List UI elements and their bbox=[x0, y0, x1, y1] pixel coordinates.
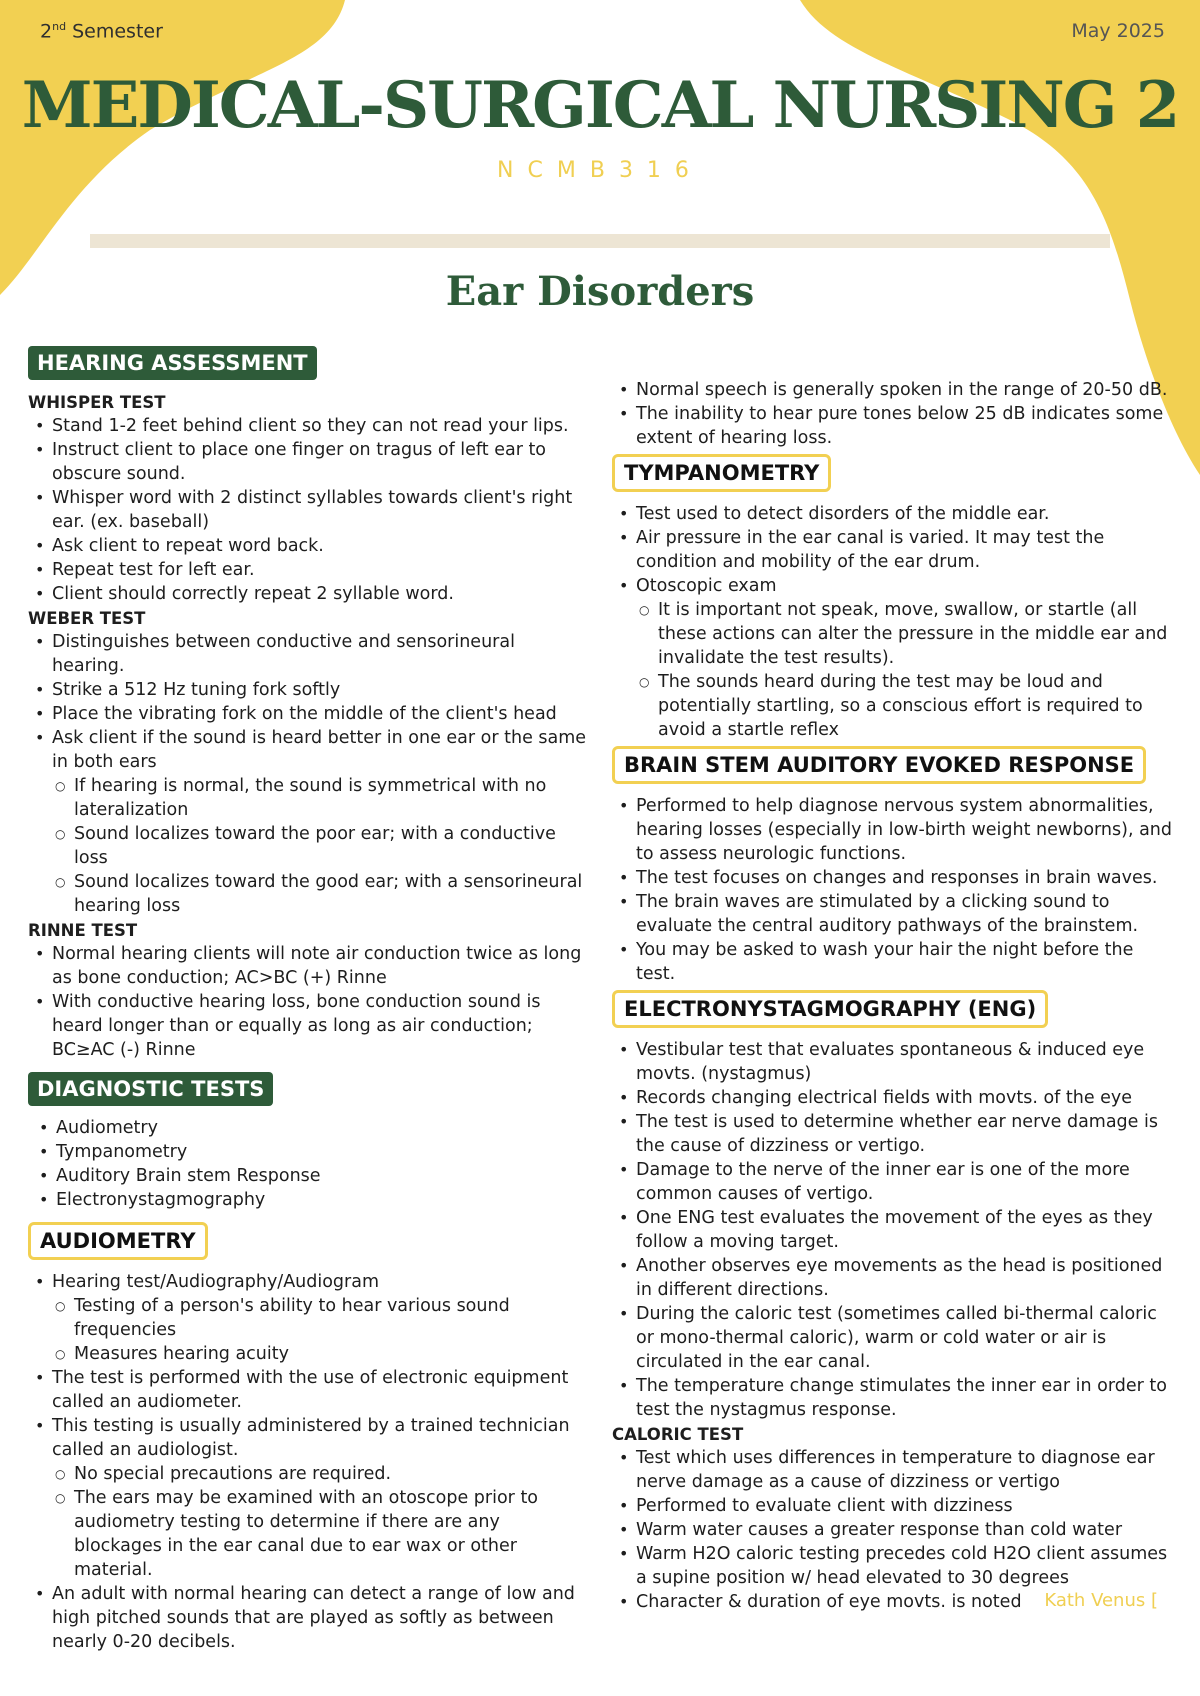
list-item: • Stand 1-2 feet behind client so they can not read your lips. bbox=[52, 414, 590, 438]
list-item: • The temperature change stimulates the inner ear in order to test the nystagmus response. bbox=[636, 1374, 1172, 1422]
list-item: • Another observes eye movements as the head is positioned in different directions. bbox=[636, 1254, 1172, 1302]
section-heading-eng: ELECTRONYSTAGMOGRAPHY (ENG) bbox=[612, 990, 1048, 1028]
list-item: • Auditory Brain stem Response bbox=[56, 1164, 590, 1188]
header-divider bbox=[90, 234, 1110, 248]
section-heading-diagnostic-tests: DIAGNOSTIC TESTS bbox=[28, 1072, 273, 1106]
list-item: • Repeat test for left ear. bbox=[52, 558, 590, 582]
rinne-test-title: RINNE TEST bbox=[28, 921, 138, 940]
sublist-item: ○ Sound localizes toward the poor ear; with a conductive loss bbox=[74, 822, 590, 870]
sublist-item: ○ Sound localizes toward the good ear; with a sensorineural hearing loss bbox=[74, 870, 590, 918]
list-item: • Audiometry bbox=[56, 1116, 590, 1140]
list-item: • Test used to detect disorders of the middle ear. bbox=[636, 502, 1172, 526]
list-item: • Character & duration of eye movts. is noted bbox=[636, 1590, 1172, 1614]
list-item: • Warm water causes a greater response than cold water bbox=[636, 1518, 1172, 1542]
sublist-item: ○ If hearing is normal, the sound is symmetrical with no lateralization bbox=[74, 774, 590, 822]
list-item: • Instruct client to place one finger on tragus of left ear to obscure sound. bbox=[52, 438, 590, 486]
audiometry-sublist bbox=[52, 1462, 590, 1582]
section-heading-audiometry: AUDIOMETRY bbox=[28, 1222, 208, 1260]
list-item: • Damage to the nerve of the inner ear is one of the more common causes of vertigo. bbox=[636, 1158, 1172, 1206]
sublist-item: ○ The ears may be examined with an otoscope prior to audiometry testing to determine if there are any blockages in the ear canal due to ear wax or other material. bbox=[74, 1486, 590, 1582]
list-item: • Records changing electrical fields with movts. of the eye bbox=[636, 1086, 1172, 1110]
section-heading-hearing-assessment: HEARING ASSESSMENT bbox=[28, 346, 317, 380]
weber-test-list bbox=[28, 630, 590, 918]
list-item: • Ask client to repeat word back. bbox=[52, 534, 590, 558]
list-item: • Air pressure in the ear canal is varied. It may test the condition and mobility of the ear drum. bbox=[636, 526, 1172, 574]
sublist-item: ○ Testing of a person's ability to hear various sound frequencies bbox=[74, 1294, 590, 1342]
list-item: • An adult with normal hearing can detect a range of low and high pitched sounds that are played as softly as between nearly 0-20 decibels. bbox=[52, 1582, 590, 1654]
list-item: • The inability to hear pure tones below 25 dB indicates some extent of hearing loss. bbox=[636, 402, 1172, 450]
decorative-blob-top-left bbox=[0, 0, 360, 300]
tympanometry-sublist bbox=[636, 598, 1172, 742]
list-item: • Vestibular test that evaluates spontaneous & induced eye movts. (nystagmus) bbox=[636, 1038, 1172, 1086]
course-title: MEDICAL-SURGICAL NURSING 2 bbox=[21, 68, 1179, 143]
list-item: • Distinguishes between conductive and sensorineural hearing. bbox=[52, 630, 590, 678]
list-item: • Performed to evaluate client with dizziness bbox=[636, 1494, 1172, 1518]
list-item: • Warm H2O caloric testing precedes cold H2O client assumes a supine position w/ head elevated to 30 degrees bbox=[636, 1542, 1172, 1590]
left-column bbox=[28, 342, 590, 1654]
list-item: • With conductive hearing loss, bone conduction sound is heard longer than or equally as long as air conduction; BC≥AC (-) Rinne bbox=[52, 990, 590, 1062]
list-item: • The test is performed with the use of electronic equipment called an audiometer. bbox=[52, 1366, 590, 1414]
sublist-item: ○ No special precautions are required. bbox=[74, 1462, 590, 1486]
list-item: • Strike a 512 Hz tuning fork softly bbox=[52, 678, 590, 702]
list-item: • This testing is usually administered by a trained technician called an audiologist. ○ No special precautions are required. ○ The ears may be examined with an otoscope prior to audiometry testing to determine if there are any blockages in the ear canal due to ear wax or other material. bbox=[52, 1414, 590, 1582]
whisper-test-title: WHISPER TEST bbox=[28, 393, 166, 412]
list-item: • During the caloric test (sometimes called bi-thermal caloric or mono-thermal caloric), warm or cold water or air is circulated in the ear canal. bbox=[636, 1302, 1172, 1374]
list-item: • Otoscopic exam ○ It is important not speak, move, swallow, or startle (all these actions can alter the pressure in the middle ear and invalidate the test results). ○ The sounds heard during the test may be loud and potentially startling, so a conscious effort is required to avoid a startle reflex bbox=[636, 574, 1172, 742]
course-code: NCMB316 bbox=[497, 158, 703, 183]
diagnostic-tests-list bbox=[28, 1116, 590, 1212]
list-item: • The brain waves are stimulated by a clicking sound to evaluate the central auditory pathways of the brainstem. bbox=[636, 890, 1172, 938]
eng-list bbox=[612, 1038, 1172, 1422]
tympanometry-list bbox=[612, 502, 1172, 742]
weber-sublist bbox=[52, 774, 590, 918]
weber-test-title: WEBER TEST bbox=[28, 609, 146, 628]
audiometry-sublist bbox=[52, 1294, 590, 1366]
page-title: Ear Disorders bbox=[445, 268, 755, 315]
semester-label: 2nd Semester bbox=[40, 20, 163, 43]
audiometry-continued-list bbox=[612, 378, 1172, 450]
list-item: • Ask client if the sound is heard better in one ear or the same in both ears ○ If hearing is normal, the sound is symmetrical with no lateralization ○ Sound localizes toward the poor ear; with a conductive loss ○ Sound localizes toward the good ear; with a sensorineural hearing loss bbox=[52, 726, 590, 918]
author-credit: Kath Venus [ bbox=[1044, 1590, 1158, 1611]
list-item: • Performed to help diagnose nervous system abnormalities, hearing losses (especially in low-birth weight newborns), and to assess neurologic functions. bbox=[636, 794, 1172, 866]
right-column bbox=[612, 378, 1172, 1614]
baer-list bbox=[612, 794, 1172, 986]
list-item: • Client should correctly repeat 2 syllable word. bbox=[52, 582, 590, 606]
list-item: • Place the vibrating fork on the middle of the client's head bbox=[52, 702, 590, 726]
rinne-test-list bbox=[28, 942, 590, 1062]
section-heading-baer: BRAIN STEM AUDITORY EVOKED RESPONSE bbox=[612, 746, 1146, 784]
list-item: • You may be asked to wash your hair the night before the test. bbox=[636, 938, 1172, 986]
whisper-test-list bbox=[28, 414, 590, 606]
sublist-item: ○ The sounds heard during the test may be loud and potentially startling, so a conscious effort is required to avoid a startle reflex bbox=[658, 670, 1172, 742]
list-item: • One ENG test evaluates the movement of the eyes as they follow a moving target. bbox=[636, 1206, 1172, 1254]
caloric-test-title: CALORIC TEST bbox=[612, 1425, 744, 1444]
list-item: • Whisper word with 2 distinct syllables towards client's right ear. (ex. baseball) bbox=[52, 486, 590, 534]
caloric-test-list bbox=[612, 1446, 1172, 1614]
list-item: • The test is used to determine whether ear nerve damage is the cause of dizziness or vertigo. bbox=[636, 1110, 1172, 1158]
sublist-item: ○ It is important not speak, move, swallow, or startle (all these actions can alter the pressure in the middle ear and invalidate the test results). bbox=[658, 598, 1172, 670]
list-item: • Electronystagmography bbox=[56, 1188, 590, 1212]
sublist-item: ○ Measures hearing acuity bbox=[74, 1342, 590, 1366]
list-item: • Normal hearing clients will note air conduction twice as long as bone conduction; AC>BC (+) Rinne bbox=[52, 942, 590, 990]
list-item: • Test which uses differences in temperature to diagnose ear nerve damage as a cause of dizziness or vertigo bbox=[636, 1446, 1172, 1494]
list-item: • The test focuses on changes and responses in brain waves. bbox=[636, 866, 1172, 890]
list-item: • Normal speech is generally spoken in the range of 20-50 dB. bbox=[636, 378, 1172, 402]
section-heading-tympanometry: TYMPANOMETRY bbox=[612, 454, 831, 492]
date-label: May 2025 bbox=[1071, 20, 1165, 42]
audiometry-list bbox=[28, 1270, 590, 1654]
list-item: • Tympanometry bbox=[56, 1140, 590, 1164]
list-item: • Hearing test/Audiography/Audiogram ○ Testing of a person's ability to hear various sound frequencies ○ Measures hearing acuity bbox=[52, 1270, 590, 1366]
